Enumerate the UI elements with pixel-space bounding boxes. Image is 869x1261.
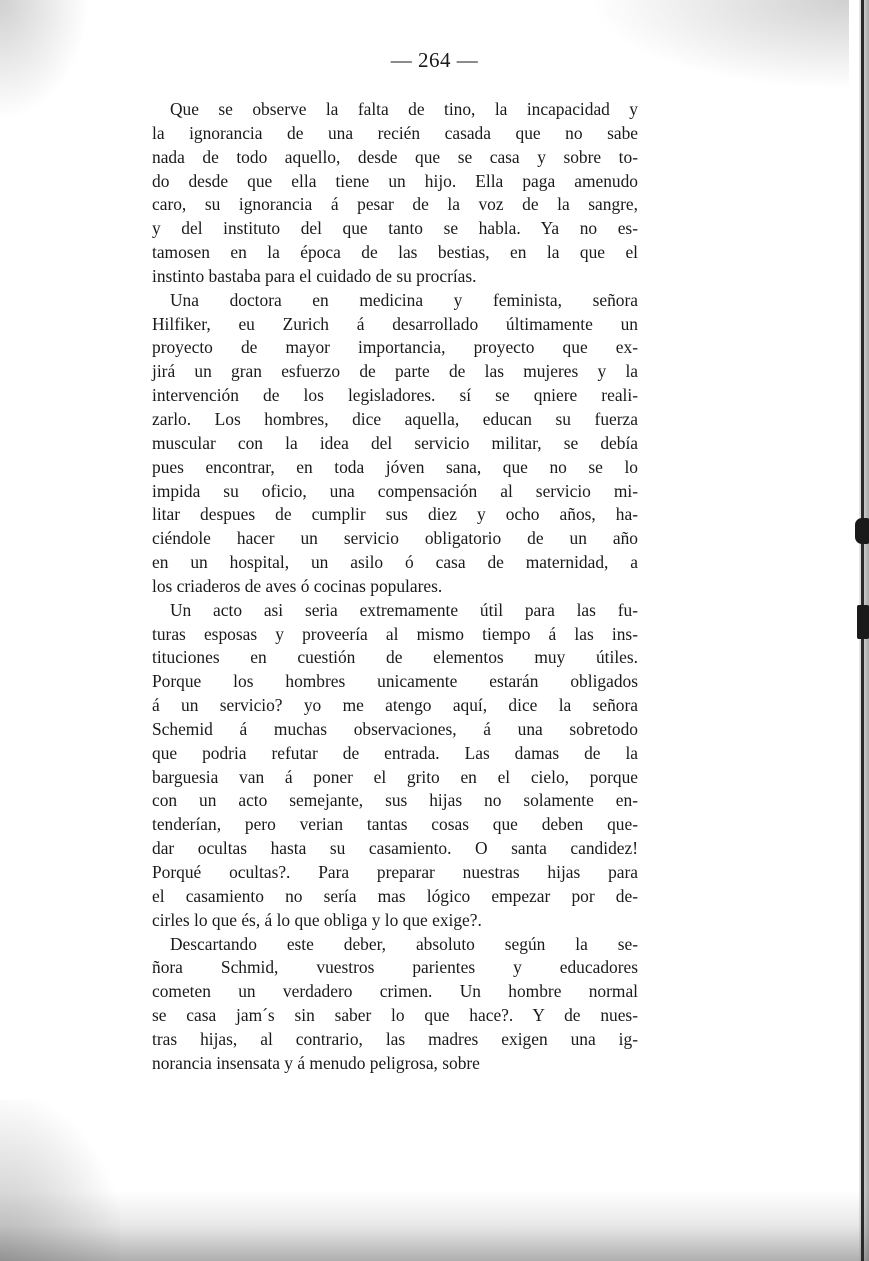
text-line: tras hijas, al contrario, las madres exigen una ig-: [152, 1028, 638, 1049]
text-line: con un acto semejante, sus hijas no solamente en-: [152, 790, 638, 811]
scan-noise-top-right: [589, 0, 849, 90]
text-line: ñora Schmid, vuestros parientes y educadores: [152, 957, 638, 978]
text-line: Hilfiker, eu Zurich á desarrollado últimamente un: [152, 313, 638, 334]
text-line: Una doctora en medicina y feminista, señora: [170, 289, 638, 310]
text-line: Un acto asi seria extremamente útil para las fu-: [170, 599, 638, 620]
paragraph: [152, 289, 638, 599]
text-line: á un servicio? yo me atengo aquí, dice la señora: [152, 695, 638, 716]
body-text: [152, 98, 638, 1076]
text-line: instinto bastaba para el cuidado de su procrías.: [152, 265, 477, 286]
text-line: caro, su ignorancia á pesar de la voz de la sangre,: [152, 194, 638, 215]
text-line: Schemid á muchas observaciones, á una sobretodo: [152, 718, 638, 739]
paragraph: [152, 599, 638, 933]
text-line: do desde que ella tiene un hijo. Ella paga amenudo: [152, 170, 638, 191]
text-line: se casa jam´s sin saber lo que hace?. Y de nues-: [152, 1005, 638, 1026]
text-line: tenderían, pero verian tantas cosas que deben que-: [152, 814, 638, 835]
binding-clip-bottom: [857, 605, 869, 639]
text-line: intervención de los legisladores. sí se qniere reali-: [152, 385, 638, 406]
text-line: cometen un verdadero crimen. Un hombre normal: [152, 981, 638, 1002]
text-line: muscular con la idea del servicio militar, se debía: [152, 432, 638, 453]
paragraph: [152, 933, 638, 1076]
text-line: norancia insensata y á menudo peligrosa, sobre: [152, 1052, 480, 1073]
binding-clip-top: [855, 518, 869, 544]
text-line: barguesia van á poner el grito en el cielo, porque: [152, 766, 638, 787]
text-line: impida su oficio, una compensación al servicio mi-: [152, 480, 638, 501]
text-line: zarlo. Los hombres, dice aquella, educan su fuerza: [152, 408, 638, 429]
scan-noise-bottom: [0, 1191, 869, 1261]
text-line: en un hospital, un asilo ó casa de maternidad, a: [152, 552, 638, 573]
page-number: — 264 —: [390, 48, 479, 72]
text-line: litar despues de cumplir sus diez y ocho años, ha-: [152, 504, 638, 525]
text-line: ciéndole hacer un servicio obligatorio de un año: [152, 528, 638, 549]
text-line: la ignorancia de una recién casada que no sabe: [152, 122, 638, 143]
text-line: dar ocultas hasta su casamiento. O santa candidez!: [152, 838, 638, 859]
text-line: Porqué ocultas?. Para preparar nuestras hijas para: [152, 862, 638, 882]
text-line: tamosen en la época de las bestias, en la que el: [152, 242, 638, 263]
text-line: que podria refutar de entrada. Las damas de la: [152, 742, 638, 763]
paragraph: [152, 98, 638, 289]
text-line: Descartando este deber, absoluto según la se-: [170, 933, 638, 954]
text-line: proyecto de mayor importancia, proyecto que ex-: [152, 337, 638, 358]
text-line: jirá un gran esfuerzo de parte de las mujeres y la: [152, 361, 638, 382]
text-line: cirles lo que és, á lo que obliga y lo que exige?.: [152, 909, 482, 930]
text-line: el casamiento no sería mas lógico empezar por de-: [152, 885, 638, 906]
text-line: pues encontrar, en toda jóven sana, que no se lo: [152, 456, 638, 477]
text-line: Porque los hombres unicamente estarán obligados: [152, 671, 638, 692]
text-line: nada de todo aquello, desde que se casa y sobre to-: [152, 146, 638, 167]
text-line: tituciones en cuestión de elementos muy útiles.: [152, 647, 638, 668]
text-line: y del instituto del que tanto se habla. Ya no es-: [152, 218, 638, 239]
text-line: turas esposas y proveería al mismo tiempo á las ins-: [152, 623, 638, 644]
text-line: Que se observe la falta de tino, la incapacidad y: [170, 99, 638, 119]
text-line: los criaderos de aves ó cocinas populares.: [152, 575, 443, 596]
